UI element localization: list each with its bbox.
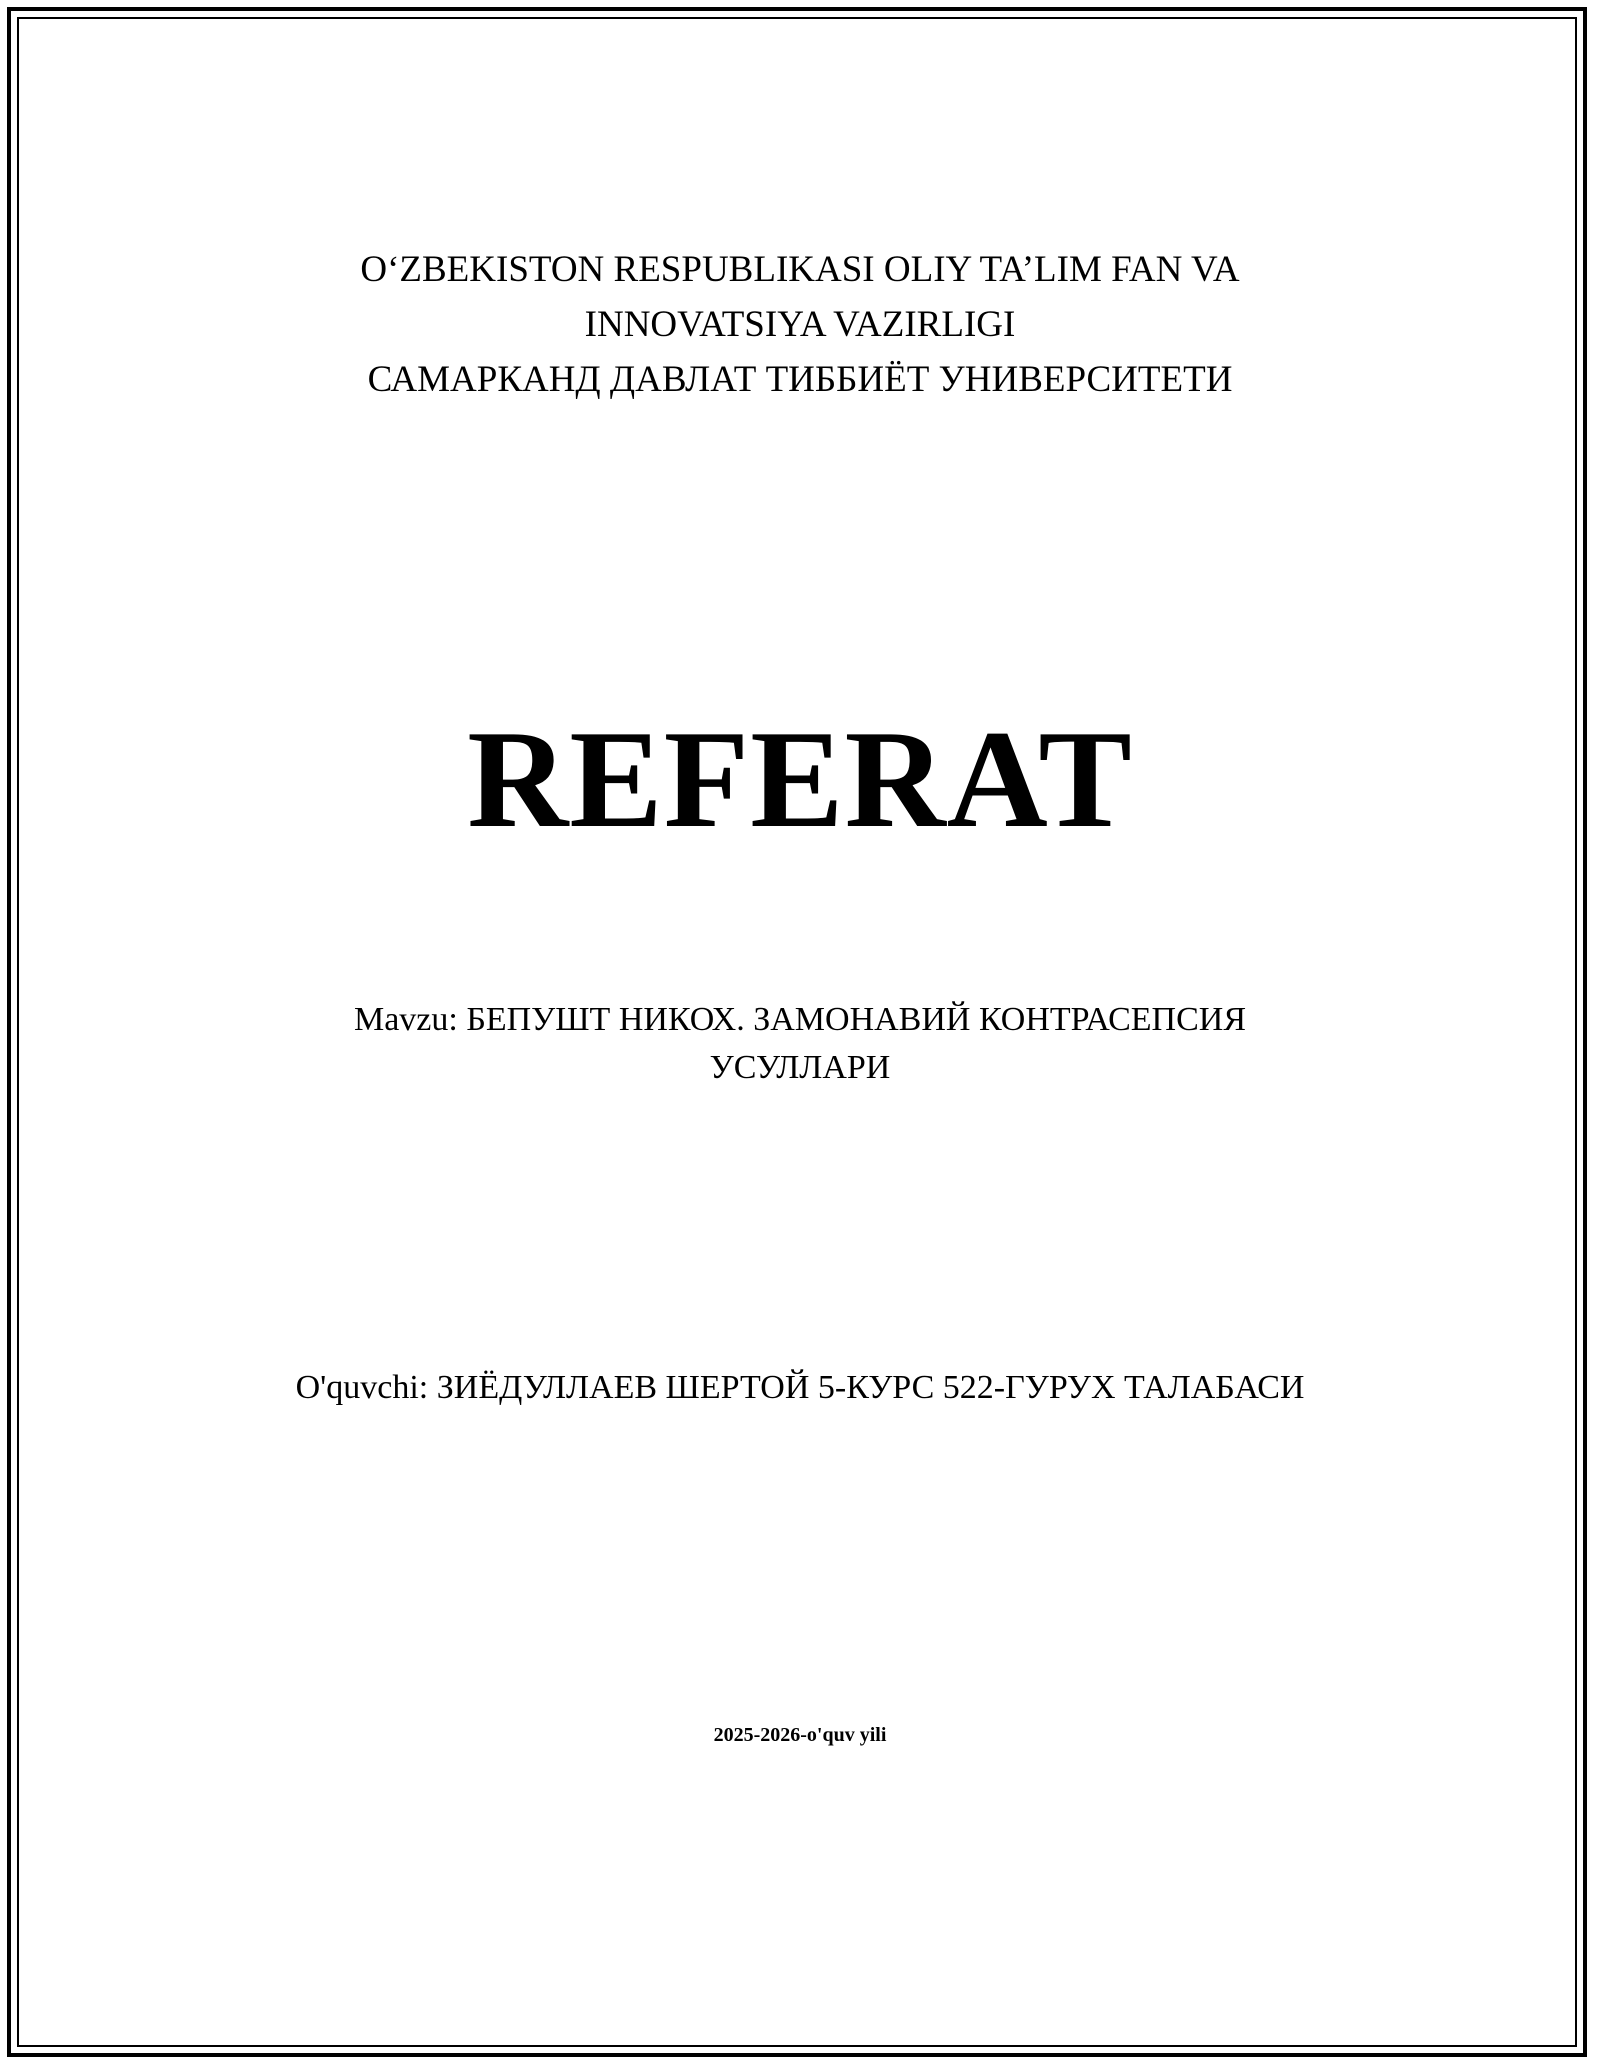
institution-header <box>0 242 1600 407</box>
topic-line-2: УСУЛЛАРИ <box>709 1049 891 1086</box>
ministry-line-2: INNOVATSIYA VAZIRLIGI <box>584 304 1016 345</box>
academic-year: 2025-2026-o'quv yili <box>713 1724 887 1746</box>
document-title: REFERAT <box>467 702 1133 857</box>
student-info: O'quvchi: ЗИЁДУЛЛАЕВ ШЕРТОЙ 5-КУРС 522-ГУРУХ ТАЛАБАСИ <box>295 1369 1305 1406</box>
ministry-line-1: O‘ZBEKISTON RESPUBLIKASI OLIY TA’LIM FAN VA <box>360 249 1240 290</box>
university-name: САМАРКАНД ДАВЛАТ ТИББИЁТ УНИВЕРСИТЕТИ <box>367 359 1233 400</box>
topic-line-1: Mavzu: БЕПУШТ НИКОХ. ЗАМОНАВИЙ КОНТРАСЕПСИЯ <box>353 1001 1247 1038</box>
topic-section <box>0 996 1600 1092</box>
